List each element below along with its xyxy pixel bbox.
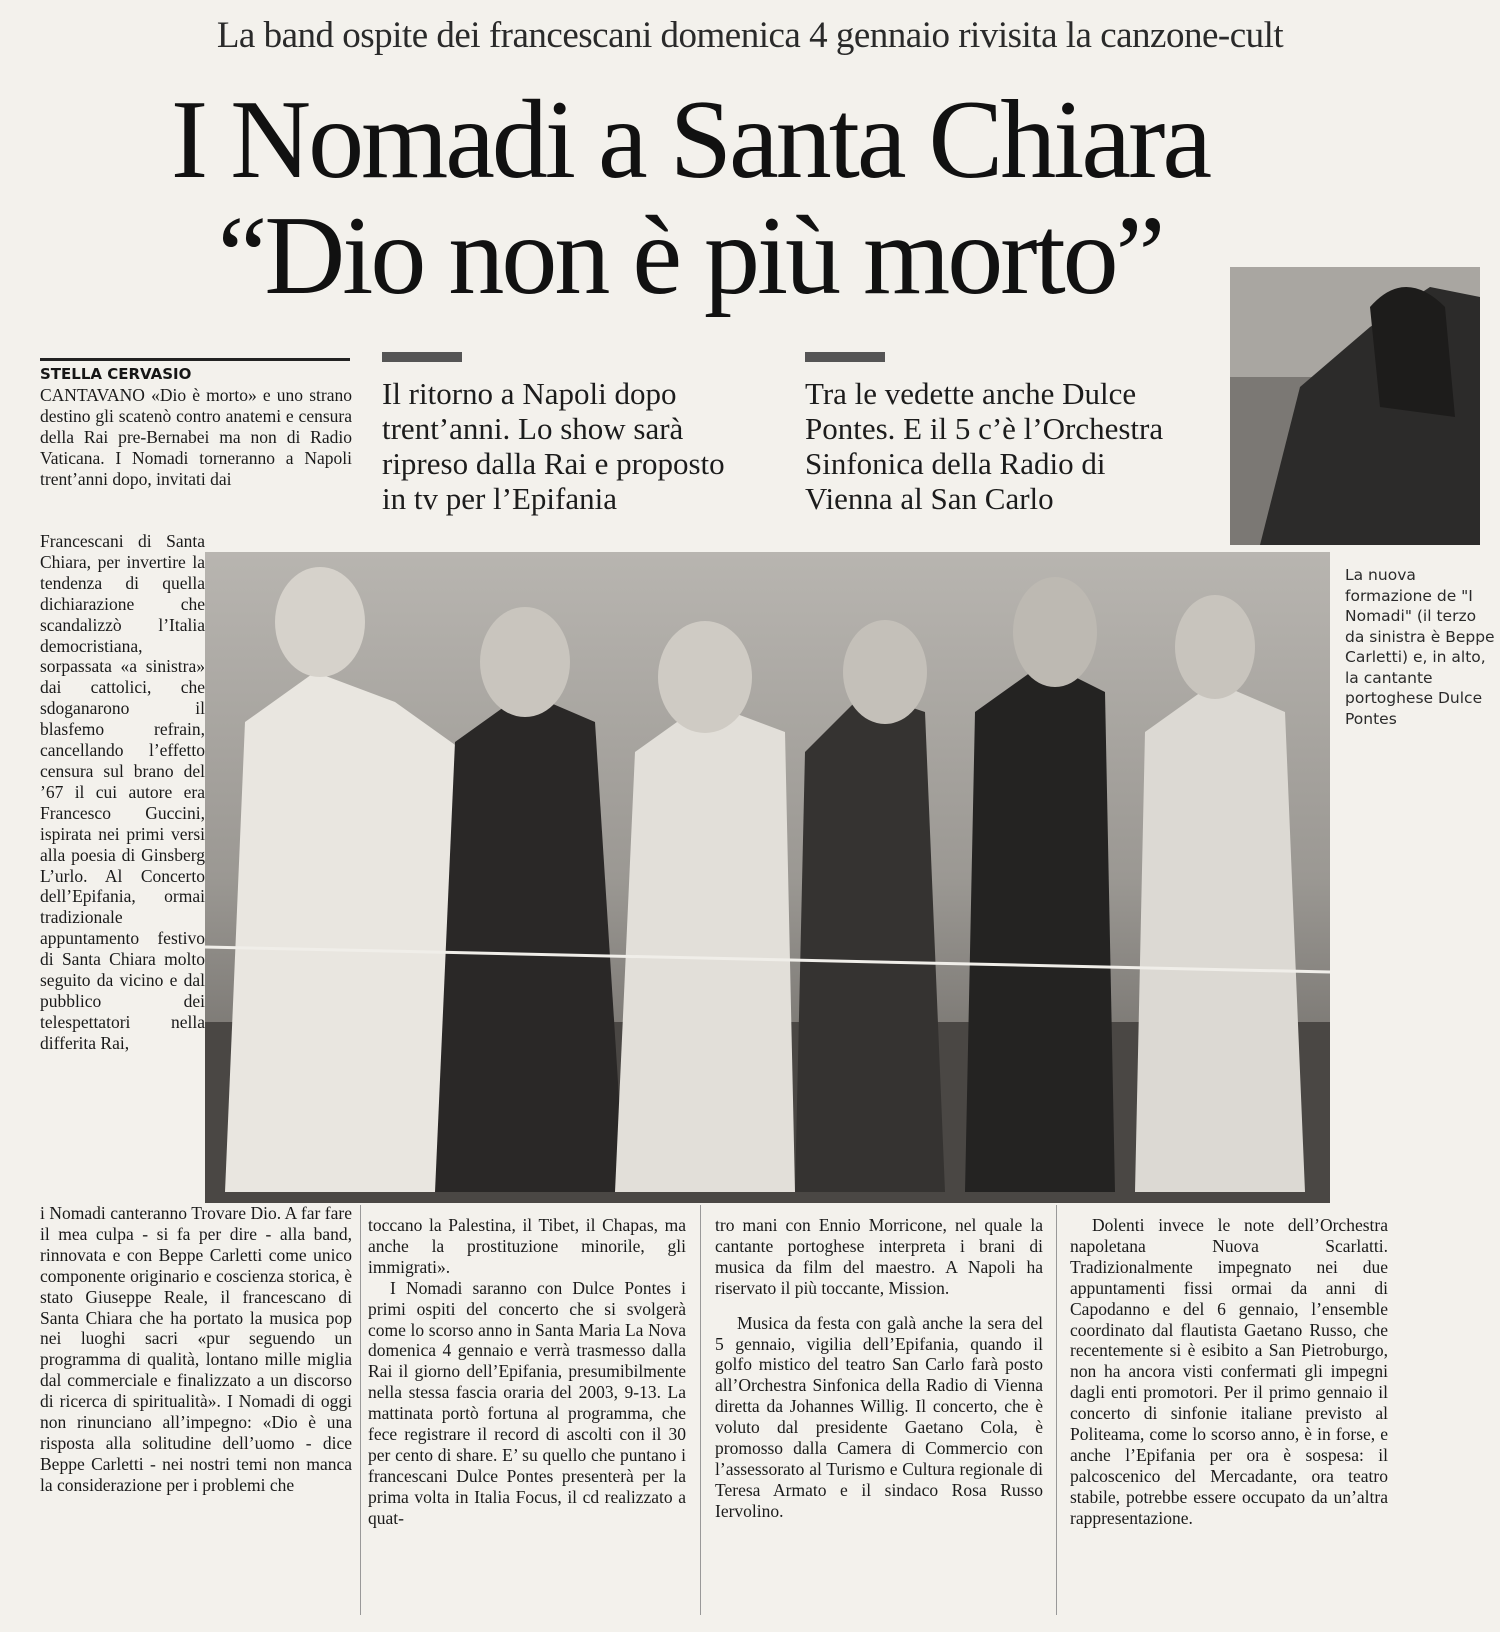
column-rule xyxy=(1056,1205,1057,1615)
column-1-bottom xyxy=(40,1203,352,1496)
inset-photo-dulce-pontes xyxy=(1230,267,1480,545)
headline-line-2: “Dio non è più morto” xyxy=(217,194,1163,318)
kicker: La band ospite dei francescani domenica 4 gennaio rivisita la canzone-cult xyxy=(216,15,1284,56)
band-photo xyxy=(205,552,1330,1203)
headline xyxy=(90,78,1410,318)
paragraph: Dolenti invece le note dell’Orchestra napoletana Nuova Scarlatti. Tradizionalmente impegnato nei due appuntamenti fissi ormai da anni di Capodanno e del 6 gennaio, l’ensemble coordinato dal flautista Gaetano Russo, che recentemente si è esibito a San Pietroburgo, non ha ancora visti confermati gli impegni dagli enti promotori. Per il primo gennaio il concerto di sinfonie italiane previsto al Politeama, come lo scorso anno, è in forse, e anche l’Epifania per ora è sospesa: il palcoscenico del Mercadante, ora teatro stabile, potrebbe essere occupato da un’altra rappresentazione. xyxy=(1070,1215,1388,1528)
deck-right xyxy=(805,352,1180,516)
photo-caption: La nuova formazione de "I Nomadi" (il terzo da sinistra è Beppe Carletti) e, in alto, la cantante portoghese Dulce Pontes xyxy=(1345,566,1495,728)
deck-left xyxy=(382,352,737,516)
column-rule xyxy=(700,1205,701,1615)
column-2 xyxy=(368,1215,686,1529)
paragraph: Musica da festa con galà anche la sera del 5 gennaio, vigilia dell’Epifania, quando il golfo mistico del teatro San Carlo farà posto all’Orchestra Sinfonica della Radio di Vienna diretta da Johannes Willig. Il concerto, che è voluto dal presidente Gaetano Cola, è promosso dalla Camera di Commercio con l’assessorato al Turismo e Cultura regionale di Teresa Armato e il sindaco Rosa Russo Iervolino. xyxy=(715,1312,1043,1521)
column-1-middle xyxy=(40,531,205,1054)
paragraph: CANTAVANO «Dio è morto» e uno strano destino gli scatenò contro anatemi e censura della Rai pre-Bernabei ma non di Radio Vaticana. I Nomadi torneranno a Napoli trent’anni dopo, invitati dai xyxy=(40,385,352,489)
deck-right-text: Tra le vedette anche Dulce Pontes. E il 5 c’è l’Orchestra Sinfonica della Radio di Vienna al San Carlo xyxy=(805,376,1164,516)
deck-bar xyxy=(382,352,462,362)
paragraph: I Nomadi saranno con Dulce Pontes i primi ospiti del concerto che si svolgerà come lo scorso anno in Santa Maria La Nova domenica 4 gennaio e verrà trasmesso dalla Rai il giorno dell’Epifania, presumibilmente nella stessa fascia oraria del 2003, 9-13. La mattinata portò fortuna al programma, che fece registrare il record di ascolti con il 30 per cento di share. E’ su quello che puntano i francescani Dulce Pontes presenterà per la prima volta in Italia Focus, il cd realizzato a quat- xyxy=(368,1277,686,1528)
paragraph: tro mani con Ennio Morricone, nel quale la cantante portoghese interpreta i brani di musica da film del maestro. A Napoli ha riservato il più toccante, Mission. xyxy=(715,1215,1043,1298)
column-rule xyxy=(360,1205,361,1615)
paragraph: toccano la Palestina, il Tibet, il Chapas, ma anche la prostituzione minorile, gli immigrati». xyxy=(368,1215,686,1277)
column-4 xyxy=(1070,1215,1388,1529)
deck-left-text: Il ritorno a Napoli dopo trent’anni. Lo show sarà ripreso dalla Rai e proposto in tv per l’Epifania xyxy=(382,376,725,516)
paragraph: Francescani di Santa Chiara, per invertire la tendenza di quella dichiarazione che scandalizzò l’Italia democristiana, sorpassata «a sinistra» dai cattolici, che sdoganarono il blasfemo refrain, cancellando l’effetto censura sul brano del ’67 il cui autore era Francesco Guccini, ispirata nei primi versi alla poesia di Ginsberg L’urlo. Al Concerto dell’Epifania, ormai tradizionale appuntamento festivo di Santa Chiara molto seguito da vicino e dal pubblico dei telespettatori nella differita Rai, xyxy=(40,531,205,1053)
headline-line-1: I Nomadi a Santa Chiara xyxy=(170,78,1210,202)
column-1-top xyxy=(40,385,352,490)
column-3 xyxy=(715,1215,1043,1522)
deck-bar xyxy=(805,352,885,362)
paragraph: i Nomadi canteranno Trovare Dio. A far fare il mea culpa - si fa per dire - alla band, rinnovata e con Beppe Carletti come unico componente originario e coscienza storica, è stato Giuseppe Reale, il francescano di Santa Chiara che ha portato la musica pop nei luoghi sacri «pur seguendo un programma di qualità, lontano mille miglia dal commerciale e finalizzato a un discorso di ricerca di spiritualità». I Nomadi di oggi non rinunciano all’impegno: «Dio è una risposta alla solitudine dell’uomo - dice Beppe Carletti - nei nostri temi non manca la considerazione per i problemi che xyxy=(40,1203,352,1495)
byline: STELLA CERVASIO xyxy=(40,358,350,383)
